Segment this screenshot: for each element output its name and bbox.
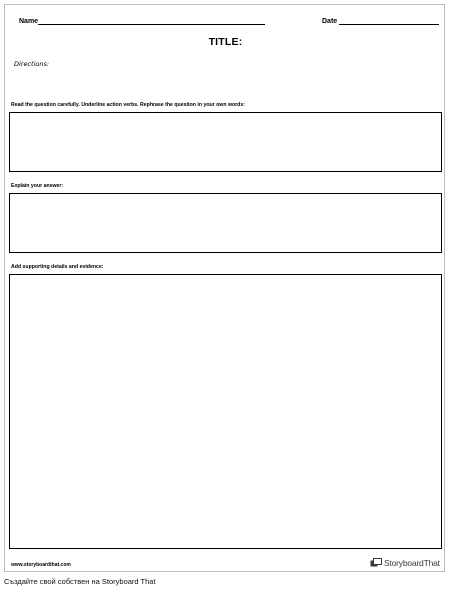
storyboard-icon <box>370 558 382 568</box>
storyboardthat-logo <box>370 558 440 568</box>
page-caption[interactable]: Създайте свой собствен на Storyboard That <box>4 577 156 586</box>
name-line <box>38 24 265 25</box>
question-prompt: Read the question carefully. Underline action verbs. Rephrase the question in your own words: <box>11 102 245 108</box>
brand-name: StoryboardThat <box>384 558 440 568</box>
answer-prompt: Explain your answer: <box>11 183 64 189</box>
date-label: Date <box>322 18 338 25</box>
evidence-box[interactable] <box>9 274 442 549</box>
directions-label: Directions: <box>14 60 50 68</box>
answer-box[interactable] <box>9 193 442 253</box>
worksheet-page <box>4 4 445 572</box>
question-box[interactable] <box>9 112 442 172</box>
page-title: TITLE: <box>208 36 243 48</box>
name-label: Name <box>19 18 39 25</box>
footer-url: www.storyboardthat.com <box>11 562 71 568</box>
date-line <box>339 24 439 25</box>
evidence-prompt: Add supporting details and evidence: <box>11 264 104 270</box>
